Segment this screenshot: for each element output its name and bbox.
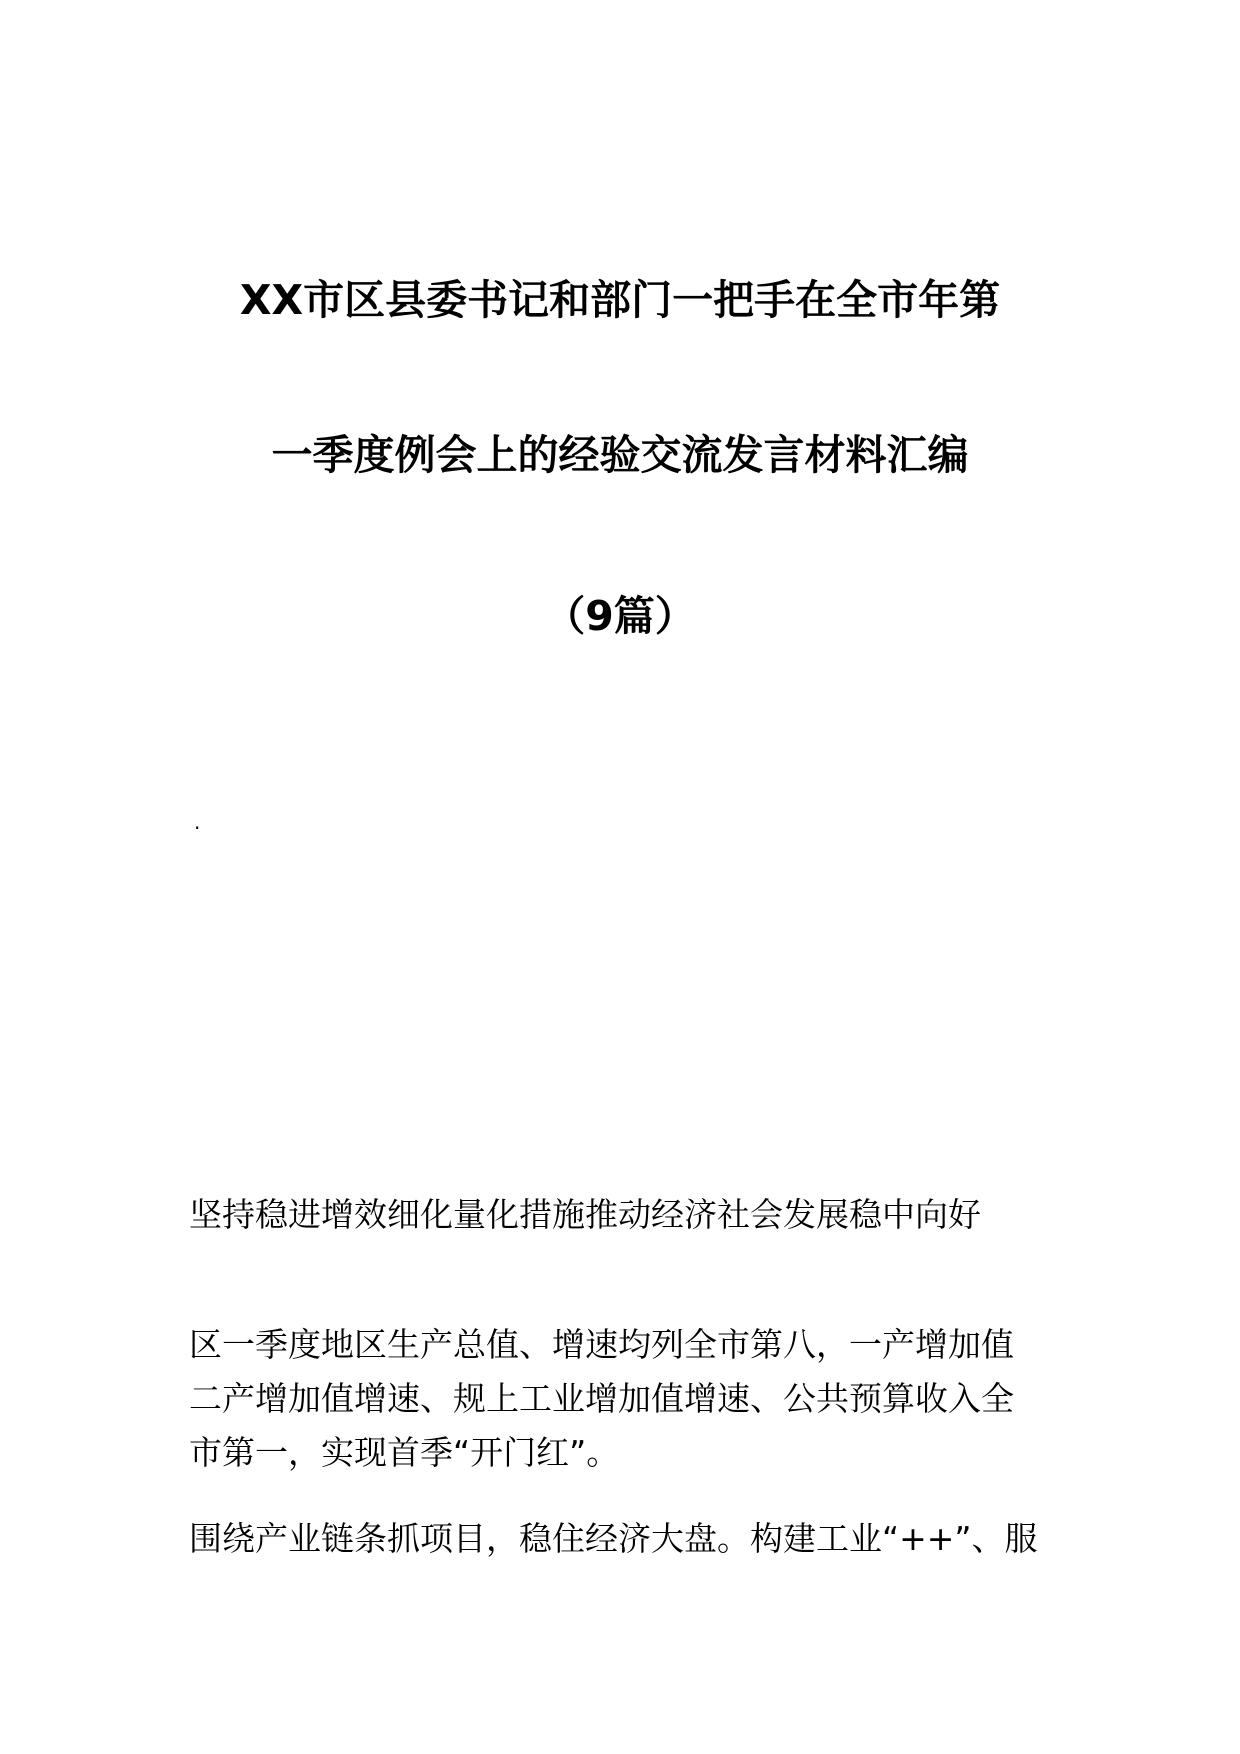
bullet-marker: · xyxy=(194,816,201,840)
paragraph-line: 二产增加值增速、规上工业增加值增速、公共预算收入全 xyxy=(189,1379,1014,1418)
document-title-line-2: 一季度例会上的经验交流发言材料汇编 xyxy=(271,431,969,479)
section-heading: 坚持稳进增效细化量化措施推动经济社会发展稳中向好 xyxy=(189,1195,981,1234)
document-title-line-1: XX市区县委书记和部门一把手在全市年第 xyxy=(239,276,1001,324)
paragraph-line: 围绕产业链条抓项目，稳住经济大盘。构建工业“++”、服 xyxy=(189,1519,1038,1558)
paragraph-line: 区一季度地区生产总值、增速均列全市第八，一产增加值 xyxy=(189,1325,1014,1364)
document-title-count: （9篇） xyxy=(544,592,696,640)
paragraph-line: 市第一，实现首季“开门红”。 xyxy=(189,1433,620,1472)
